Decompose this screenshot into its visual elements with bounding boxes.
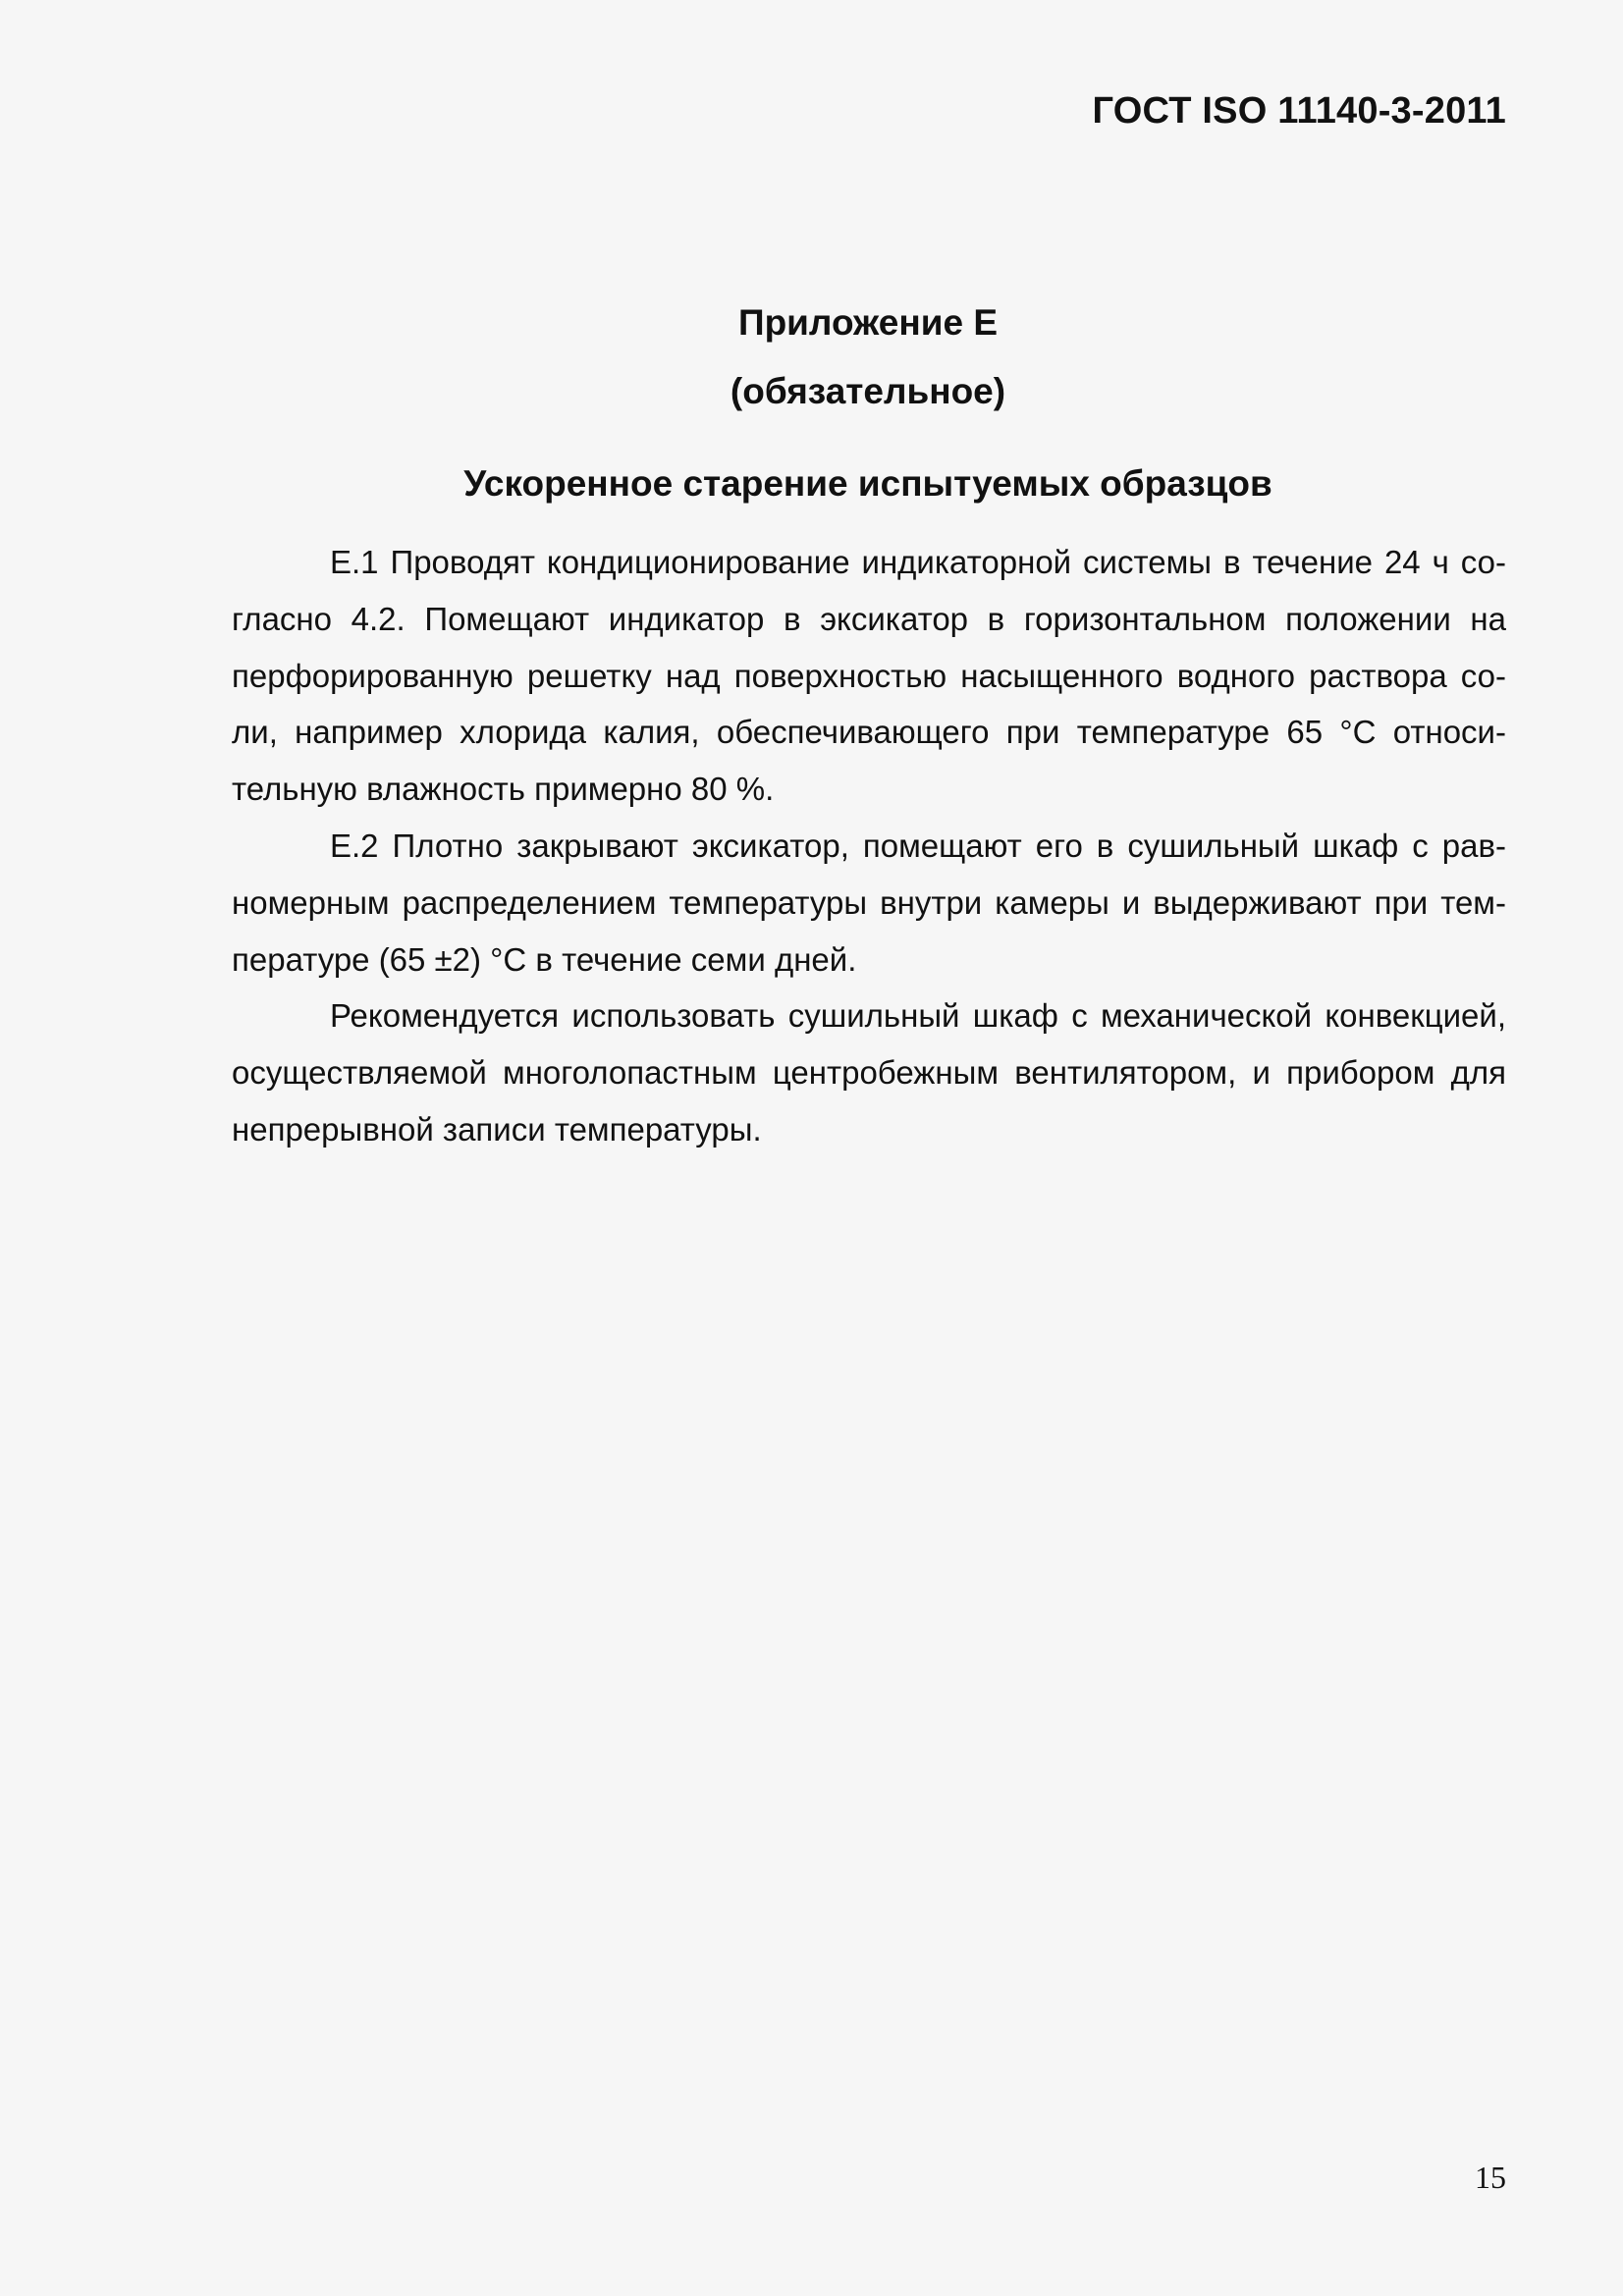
appendix-title: Приложение Е: [737, 302, 999, 343]
paragraph-recommendation: Рекомендуется использовать сушильный шкаф с механической конвекцией, осуществляемой многолопастным центробежным вентилятором, и прибором для непрерывной записи температуры.: [232, 997, 1506, 1148]
page-number: 15: [1475, 2160, 1506, 2195]
appendix-status: (обязательное): [730, 371, 1006, 411]
paragraph-e2: Е.2 Плотно закрывают эксикатор, помещают его в сушильный шкаф с равномерным распределением температуры внутри камеры и выдерживают при температуре (65 ±2) °С в течение семи дней.: [232, 827, 1506, 978]
appendix-heading: Ускоренное старение испытуемых образцов: [463, 463, 1272, 504]
document-number-header: ГОСТ ISO 11140-3-2011: [1092, 90, 1506, 132]
body-text: [232, 534, 1506, 1158]
paragraph-e1: Е.1 Проводят кондиционирование индикаторной системы в течение 24 ч согласно 4.2. Помещают индикатор в эксикатор в горизонтальном положении на перфорированную решетку над поверхностью насыщенного водного раствора соли, например хлорида калия, обеспечивающего при температуре 65 °С относительную влажность примерно 80 %.: [232, 544, 1506, 808]
